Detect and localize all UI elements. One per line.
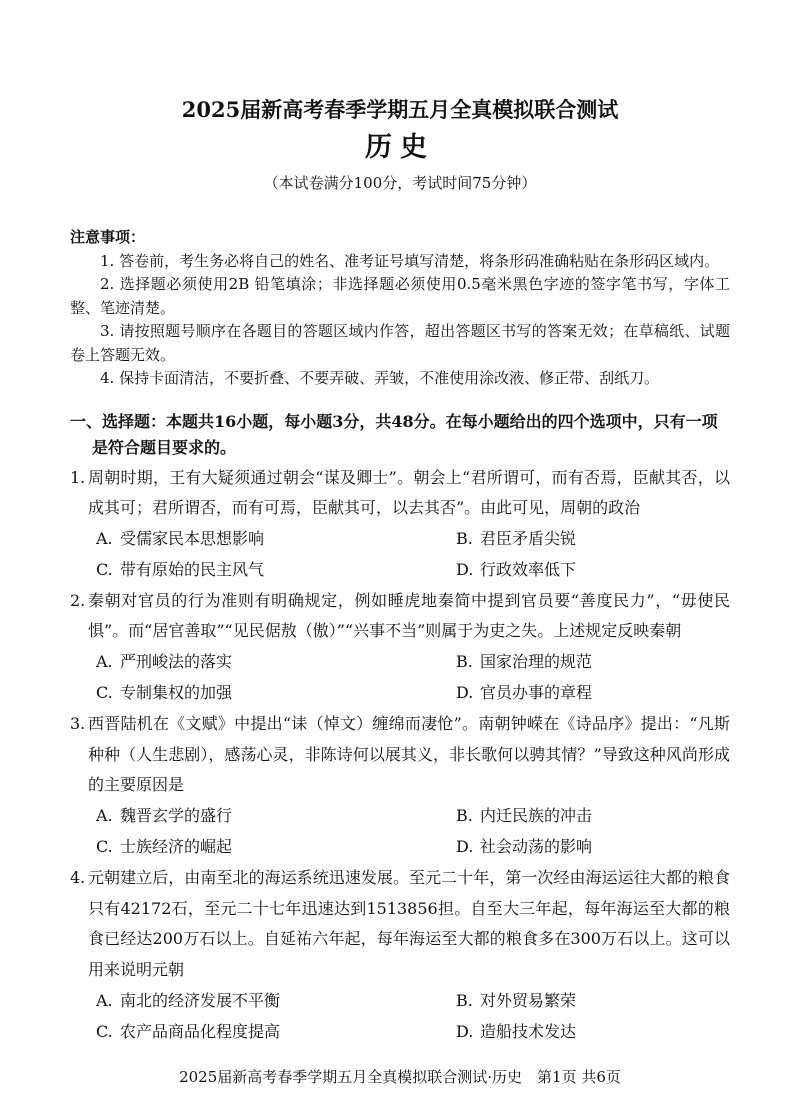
option-key: C. xyxy=(96,1021,113,1041)
option-a xyxy=(96,524,456,555)
option-key: A. xyxy=(96,652,113,672)
option-d xyxy=(456,1017,730,1048)
questions-list xyxy=(70,463,730,1048)
question-text: 西晋陆机在《文赋》中提出“诔（悼文）缠绵而凄怆”。南朝钟嵘在《诗品序》提出：“凡斯种种（人生悲剧），感荡心灵，非陈诗何以展其义，非长歌何以骋其情？”导致这种风尚形成的主要原因是 xyxy=(88,713,730,795)
option-text: 国家治理的规范 xyxy=(480,652,593,672)
option-c xyxy=(96,555,456,586)
option-key: C. xyxy=(96,837,113,857)
note-item: 3. 请按照题号顺序在各题目的答题区域内作答，超出答题区书写的答案无效；在草稿纸、试题卷上答题无效。 xyxy=(70,322,730,364)
option-text: 对外贸易繁荣 xyxy=(480,991,577,1011)
question-text: 周朝时期，王有大疑须通过朝会“谋及卿士”。朝会上“君所谓可，而有否焉，臣献其否，以成其可；君所谓否，而有可焉，臣献其可，以去其否”。由此可见，周朝的政治 xyxy=(88,467,730,518)
option-text: 受儒家民本思想影响 xyxy=(120,529,265,549)
section-heading-line: 一、选择题：本题共16小题，每小题3分，共48分。在每小题给出的四个选项中，只有一项 xyxy=(70,411,718,431)
note-item: 2. 选择题必须使用2B 铅笔填涂；非选择题必须使用0.5毫米黑色字迹的签字笔书写，字体工整、笔迹清楚。 xyxy=(70,275,730,317)
option-c xyxy=(96,1017,456,1048)
option-a xyxy=(96,986,456,1017)
option-key: B. xyxy=(456,806,473,826)
question-number: 1. xyxy=(70,467,86,487)
option-b xyxy=(456,647,730,678)
option-text: 官员办事的章程 xyxy=(480,683,593,703)
page-footer: 2025届新高考春季学期五月全真模拟联合测试·历史 第1页 共6页 xyxy=(179,1067,621,1086)
option-d xyxy=(456,678,730,709)
option-text: 君臣矛盾尖锐 xyxy=(480,529,577,549)
note-item: 4. 保持卡面清洁，不要折叠、不要弄破、弄皱，不准使用涂改液、修正带、刮纸刀。 xyxy=(100,369,660,387)
question-number: 2. xyxy=(70,590,86,610)
option-b xyxy=(456,801,730,832)
option-a xyxy=(96,647,456,678)
option-key: A. xyxy=(96,991,113,1011)
option-a xyxy=(96,801,456,832)
notes-heading: 注意事项： xyxy=(70,228,146,246)
note-item: 1. 答卷前，考生务必将自己的姓名、准考证号填写清楚，将条形码准确粘贴在条形码区域内。 xyxy=(100,251,720,270)
option-key: D. xyxy=(456,837,474,857)
option-key: B. xyxy=(456,991,473,1011)
question-4 xyxy=(70,863,730,1048)
option-key: A. xyxy=(96,806,113,826)
question-3 xyxy=(70,709,730,863)
option-text: 严刑峻法的落实 xyxy=(120,652,233,672)
question-text: 秦朝对官员的行为准则有明确规定，例如睡虎地秦简中提到官员要“善度民力”，“毋使民惧”。而“居官善取”“见民倨敖（傲）”“兴事不当”则属于为吏之失。上述规定反映秦朝 xyxy=(88,590,730,641)
option-text: 魏晋玄学的盛行 xyxy=(120,806,233,826)
option-text: 社会动荡的影响 xyxy=(480,837,593,857)
option-key: D. xyxy=(456,683,474,703)
subject-title: 历史 xyxy=(365,132,435,163)
option-key: D. xyxy=(456,559,474,579)
option-text: 专制集权的加强 xyxy=(120,683,233,703)
option-d xyxy=(456,555,730,586)
option-c xyxy=(96,832,456,863)
section-heading xyxy=(70,409,730,461)
option-key: B. xyxy=(456,529,473,549)
option-key: A. xyxy=(96,529,113,549)
exam-title: 2025届新高考春季学期五月全真模拟联合测试 xyxy=(181,97,619,122)
exam-subtitle: （本试卷满分100分，考试时间75分钟） xyxy=(263,174,537,192)
notes-section xyxy=(70,226,730,391)
option-text: 造船技术发达 xyxy=(480,1021,577,1041)
option-b xyxy=(456,524,730,555)
option-text: 南北的经济发展不平衡 xyxy=(120,991,281,1011)
option-b xyxy=(456,986,730,1017)
option-text: 农产品商品化程度提高 xyxy=(120,1021,281,1041)
question-number: 4. xyxy=(70,867,86,887)
question-number: 3. xyxy=(70,713,86,733)
question-2 xyxy=(70,586,730,709)
section-heading-line: 是符合题目要求的。 xyxy=(92,437,237,457)
option-key: C. xyxy=(96,559,113,579)
option-text: 士族经济的崛起 xyxy=(120,837,233,857)
option-text: 内迁民族的冲击 xyxy=(480,806,593,826)
question-1 xyxy=(70,463,730,586)
option-key: B. xyxy=(456,652,473,672)
option-c xyxy=(96,678,456,709)
option-d xyxy=(456,832,730,863)
option-text: 行政效率低下 xyxy=(480,559,577,579)
question-text: 元朝建立后，由南至北的海运系统迅速发展。至元二十年，第一次经由海运运往大都的粮食只有42172石，至元二十七年迅速达到1513856担。自至大三年起，每年海运至大都的粮食已经达200万石以上。自延祐六年起，每年海运至大都的粮食多在300万石以上。这可以用来说明元朝 xyxy=(88,867,730,980)
option-text: 带有原始的民主风气 xyxy=(120,559,265,579)
option-key: C. xyxy=(96,683,113,703)
option-key: D. xyxy=(456,1021,474,1041)
